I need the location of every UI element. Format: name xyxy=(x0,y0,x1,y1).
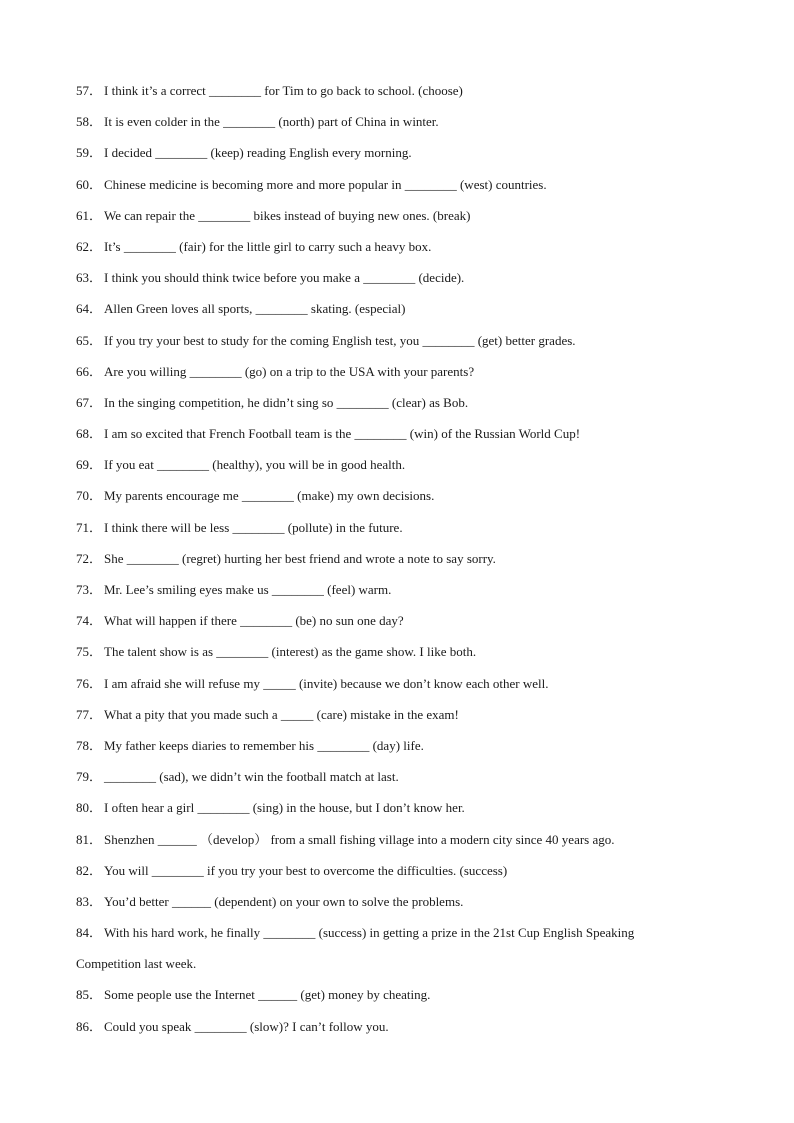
question-number: 70． xyxy=(76,488,103,504)
question-item xyxy=(76,361,716,392)
question-number: 65． xyxy=(76,332,103,348)
question-item xyxy=(76,1016,716,1047)
question-text: I think there will be less ________ (pollute) in the future. xyxy=(104,519,403,535)
question-continuation xyxy=(76,953,716,984)
question-number: 73． xyxy=(76,582,103,597)
question-number: 57． xyxy=(76,83,103,98)
question-item xyxy=(76,330,716,361)
question-item xyxy=(76,984,716,1015)
question-number: 78． xyxy=(76,737,103,753)
question-number: 81． xyxy=(76,831,103,847)
question-number: 71． xyxy=(76,519,103,535)
question-number: 75． xyxy=(76,644,103,660)
question-text: I am so excited that French Football team is the ________ (win) of the Russian World Cup! xyxy=(104,426,581,442)
question-item xyxy=(76,454,716,485)
question-text: Competition last week. xyxy=(76,956,197,972)
question-text: I decided ________ (keep) reading English every morning. xyxy=(104,145,412,161)
question-item xyxy=(76,298,716,329)
question-list xyxy=(76,80,716,1047)
question-text: It’s ________ (fair) for the little girl to carry such a heavy box. xyxy=(104,238,432,254)
question-item xyxy=(76,579,716,610)
question-number: 64． xyxy=(76,301,103,317)
question-text: Chinese medicine is becoming more and more popular in ________ (west) countries. xyxy=(104,176,547,192)
question-item xyxy=(76,517,716,548)
question-text: Shenzhen ______ （develop） from a small fishing village into a modern city since 40 years ago. xyxy=(104,831,615,847)
question-text: Some people use the Internet ______ (get) money by cheating. xyxy=(104,987,431,1003)
question-text: ________ (sad), we didn’t win the football match at last. xyxy=(104,769,399,785)
question-item xyxy=(76,797,716,828)
question-text: My father keeps diaries to remember his ________ (day) life. xyxy=(104,737,424,753)
question-item xyxy=(76,548,716,579)
question-number: 85． xyxy=(76,987,103,1003)
question-text: What a pity that you made such a _____ (care) mistake in the exam! xyxy=(104,706,459,722)
question-number: 60． xyxy=(76,176,103,192)
question-text: If you try your best to study for the coming English test, you ________ (get) better grades. xyxy=(104,332,576,348)
question-number: 84． xyxy=(76,925,103,941)
question-item xyxy=(76,392,716,423)
question-number: 83． xyxy=(76,893,103,909)
question-number: 58． xyxy=(76,114,103,130)
question-number: 82． xyxy=(76,862,103,878)
question-text: The talent show is as ________ (interest) as the game show. I like both. xyxy=(104,644,477,660)
question-text: Could you speak ________ (slow)? I can’t follow you. xyxy=(104,1018,389,1034)
question-item xyxy=(76,423,716,454)
question-item xyxy=(76,735,716,766)
question-number: 66． xyxy=(76,363,103,379)
question-item xyxy=(76,673,716,704)
question-text: We can repair the ________ bikes instead of buying new ones. (break) xyxy=(104,207,471,223)
question-number: 80． xyxy=(76,800,103,816)
question-text: What will happen if there ________ (be) no sun one day? xyxy=(104,613,404,629)
question-text: Are you willing ________ (go) on a trip to the USA with your parents? xyxy=(104,363,475,379)
question-item xyxy=(76,174,716,205)
question-item xyxy=(76,704,716,735)
question-text: I think it’s a correct ________ for Tim to go back to school. (choose) xyxy=(104,83,463,98)
question-text: Allen Green loves all sports, ________ skating. (especial) xyxy=(104,301,406,317)
question-item xyxy=(76,829,716,860)
question-text: I often hear a girl ________ (sing) in the house, but I don’t know her. xyxy=(104,800,465,816)
question-text: I think you should think twice before you make a ________ (decide). xyxy=(104,270,465,286)
question-text: I am afraid she will refuse my _____ (invite) because we don’t know each other well. xyxy=(104,675,549,691)
question-number: 59． xyxy=(76,145,103,161)
question-item xyxy=(76,142,716,173)
question-item xyxy=(76,922,716,953)
question-number: 77． xyxy=(76,706,103,722)
question-number: 76． xyxy=(76,675,103,691)
question-text: If you eat ________ (healthy), you will be in good health. xyxy=(104,457,406,473)
question-text: You’d better ______ (dependent) on your own to solve the problems. xyxy=(104,893,464,909)
question-number: 74． xyxy=(76,613,103,629)
question-number: 69． xyxy=(76,457,103,473)
question-text: In the singing competition, he didn’t sing so ________ (clear) as Bob. xyxy=(104,394,469,410)
question-text: It is even colder in the ________ (north) part of China in winter. xyxy=(104,114,439,130)
question-number: 68． xyxy=(76,426,103,442)
question-item xyxy=(76,111,716,142)
question-text: With his hard work, he finally ________ (success) in getting a prize in the 21st Cup English Speaking xyxy=(104,925,635,941)
question-text: My parents encourage me ________ (make) my own decisions. xyxy=(104,488,435,504)
question-number: 67． xyxy=(76,394,103,410)
question-number: 63． xyxy=(76,270,103,286)
question-text: Mr. Lee’s smiling eyes make us ________ (feel) warm. xyxy=(104,582,392,597)
question-number: 61． xyxy=(76,207,103,223)
question-item xyxy=(76,485,716,516)
question-item xyxy=(76,641,716,672)
question-item xyxy=(76,267,716,298)
question-text: She ________ (regret) hurting her best friend and wrote a note to say sorry. xyxy=(104,550,496,566)
question-number: 62． xyxy=(76,238,103,254)
question-item xyxy=(76,766,716,797)
question-number: 79． xyxy=(76,769,103,785)
question-number: 86． xyxy=(76,1018,103,1034)
question-item xyxy=(76,80,716,111)
question-item xyxy=(76,891,716,922)
question-item xyxy=(76,205,716,236)
question-item xyxy=(76,236,716,267)
question-number: 72． xyxy=(76,550,103,566)
question-item xyxy=(76,860,716,891)
question-text: You will ________ if you try your best to overcome the difficulties. (success) xyxy=(104,862,508,878)
question-item xyxy=(76,610,716,641)
